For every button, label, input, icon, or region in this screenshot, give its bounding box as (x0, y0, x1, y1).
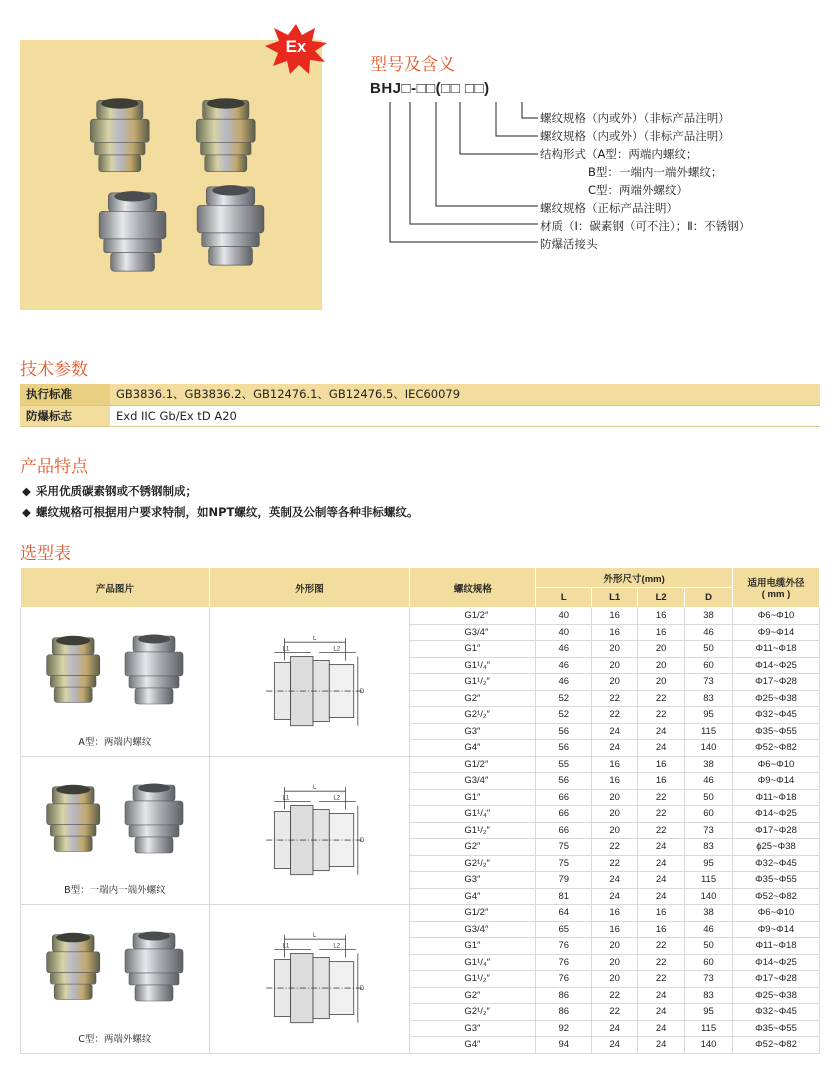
cable-range-cell: Φ6~Φ10 (733, 756, 820, 773)
dim-L-cell: 40 (536, 608, 592, 625)
cable-range-cell: Φ11~Φ18 (733, 938, 820, 955)
dim-L1-cell: 22 (592, 707, 638, 724)
cable-range-cell: Φ14~Φ25 (733, 954, 820, 971)
dim-L-cell: 56 (536, 773, 592, 790)
cable-range-cell: Φ17~Φ28 (733, 971, 820, 988)
dim-D-cell: 140 (685, 740, 733, 757)
dim-L1-cell: 20 (592, 954, 638, 971)
dim-L2-cell: 24 (638, 1020, 685, 1037)
dim-L2-cell: 22 (638, 938, 685, 955)
dim-L-cell: 46 (536, 641, 592, 658)
dim-L2-cell: 24 (638, 740, 685, 757)
dim-D-cell: 50 (685, 641, 733, 658)
dim-D-cell: 73 (685, 971, 733, 988)
thread-cell: G1¹/₂″ (410, 822, 536, 839)
feature-item: ◆ 采用优质碳素钢或不锈钢制成； (22, 484, 197, 498)
dim-D-cell: 83 (685, 839, 733, 856)
dim-D-cell: 83 (685, 690, 733, 707)
dim-D-cell: 38 (685, 905, 733, 922)
dim-D-cell: 60 (685, 954, 733, 971)
dim-L1-cell: 16 (592, 624, 638, 641)
param-value: Exd IIC Gb/Ex tD A20 (110, 405, 820, 426)
thread-cell: G2″ (410, 839, 536, 856)
cable-range-cell: Φ32~Φ45 (733, 707, 820, 724)
dim-L2-cell: 22 (638, 707, 685, 724)
dim-L-cell: 81 (536, 888, 592, 905)
fitting-photo-zinc (39, 632, 115, 708)
thread-cell: G3″ (410, 1020, 536, 1037)
col-header-L: L (536, 588, 592, 608)
dim-L2-cell: 16 (638, 756, 685, 773)
dim-L2-cell: 16 (638, 905, 685, 922)
dim-L2-cell: 22 (638, 971, 685, 988)
cable-range-cell: Φ52~Φ82 (733, 740, 820, 757)
dim-D-cell: 115 (685, 872, 733, 889)
product-photo-cell (21, 608, 210, 757)
dim-L-cell: 66 (536, 806, 592, 823)
dim-D-cell: 60 (685, 657, 733, 674)
dim-D-cell: 115 (685, 723, 733, 740)
dim-D-cell: 73 (685, 674, 733, 691)
thread-cell: G4″ (410, 888, 536, 905)
dim-L2-cell: 16 (638, 624, 685, 641)
dim-L2-cell: 24 (638, 987, 685, 1004)
dim-L-cell: 86 (536, 1004, 592, 1021)
dim-L-cell: 46 (536, 657, 592, 674)
dim-L-cell: 66 (536, 789, 592, 806)
model-line-6: 螺纹规格（正标产品注明） (540, 201, 678, 215)
model-line-1: 螺纹规格（内或外）（非标产品注明） (540, 111, 730, 125)
dim-L-cell: 56 (536, 723, 592, 740)
col-header-photo: 产品图片 (21, 568, 210, 608)
fitting-photo-steel (117, 630, 197, 710)
ex-badge-text: Ex (285, 37, 307, 56)
dim-L1-cell: 16 (592, 905, 638, 922)
dim-L-cell: 75 (536, 839, 592, 856)
dim-D-cell: 95 (685, 855, 733, 872)
dim-L2-cell: 24 (638, 888, 685, 905)
dim-L-cell: 86 (536, 987, 592, 1004)
dim-L-cell: 94 (536, 1037, 592, 1054)
dim-L-cell: 46 (536, 674, 592, 691)
feature-item: ◆ 螺纹规格可根据用户要求特制，如NPT螺纹，英制及公制等各种非标螺纹。 (22, 505, 419, 519)
dim-L1-cell: 20 (592, 657, 638, 674)
outline-drawing (256, 779, 368, 891)
dim-D-cell: 46 (685, 624, 733, 641)
dim-L-cell: 79 (536, 872, 592, 889)
dim-L1-cell: 22 (592, 1004, 638, 1021)
dim-L2-cell: 16 (638, 608, 685, 625)
product-type-caption: A型：两端内螺纹 (78, 736, 152, 748)
dim-L-cell: 56 (536, 740, 592, 757)
cable-range-cell: Φ9~Φ14 (733, 773, 820, 790)
dim-L1-cell: 20 (592, 822, 638, 839)
model-meaning-title: 型号及含义 (370, 55, 455, 75)
outline-drawing (256, 630, 368, 742)
thread-cell: G1″ (410, 641, 536, 658)
table-row (21, 905, 820, 922)
dim-L1-cell: 24 (592, 723, 638, 740)
cable-range-cell: Φ17~Φ28 (733, 674, 820, 691)
model-line-5: C型：两端外螺纹） (588, 183, 689, 197)
cable-range-cell: Φ35~Φ55 (733, 1020, 820, 1037)
cable-range-cell: Φ14~Φ25 (733, 806, 820, 823)
cable-range-cell: Φ32~Φ45 (733, 855, 820, 872)
dim-L-cell: 40 (536, 624, 592, 641)
cable-range-cell: Φ35~Φ55 (733, 723, 820, 740)
cable-range-cell: Φ14~Φ25 (733, 657, 820, 674)
dim-L2-cell: 24 (638, 1004, 685, 1021)
param-row (20, 405, 820, 426)
product-type-caption: B型：一端内一端外螺纹 (64, 885, 166, 896)
thread-cell: G1¹/₂″ (410, 971, 536, 988)
dim-D-cell: 46 (685, 773, 733, 790)
outline-drawing-cell (209, 608, 410, 757)
dim-D-cell: 38 (685, 756, 733, 773)
dim-L-cell: 76 (536, 938, 592, 955)
dim-D-cell: 83 (685, 987, 733, 1004)
dim-L1-cell: 22 (592, 690, 638, 707)
param-key: 防爆标志 (20, 405, 110, 426)
dim-D-cell: 95 (685, 1004, 733, 1021)
dim-L-cell: 64 (536, 905, 592, 922)
dim-D-cell: 115 (685, 1020, 733, 1037)
outline-drawing-cell (209, 905, 410, 1054)
table-row (21, 608, 820, 625)
dim-L2-cell: 24 (638, 723, 685, 740)
fitting-photo-steel (117, 779, 197, 859)
thread-cell: G1¹/₄″ (410, 657, 536, 674)
thread-cell: G4″ (410, 740, 536, 757)
product-photo-cell (21, 756, 210, 905)
dim-L2-cell: 20 (638, 674, 685, 691)
fitting-photo-steel (117, 927, 197, 1007)
cable-range-cell: Φ32~Φ45 (733, 1004, 820, 1021)
diamond-bullet-icon: ◆ (22, 505, 31, 519)
cable-range-cell: Φ9~Φ14 (733, 921, 820, 938)
selection-title: 选型表 (20, 544, 71, 564)
dim-L-cell: 92 (536, 1020, 592, 1037)
col-header-D: D (685, 588, 733, 608)
col-header-L2: L2 (638, 588, 685, 608)
dim-L1-cell: 20 (592, 789, 638, 806)
cable-range-cell: Φ52~Φ82 (733, 888, 820, 905)
ex-badge (265, 24, 327, 74)
dim-L1-cell: 16 (592, 756, 638, 773)
dim-L1-cell: 24 (592, 888, 638, 905)
cable-range-cell: Φ52~Φ82 (733, 1037, 820, 1054)
dim-L-cell: 76 (536, 954, 592, 971)
dim-D-cell: 95 (685, 707, 733, 724)
dim-L1-cell: 24 (592, 872, 638, 889)
dim-D-cell: 140 (685, 1037, 733, 1054)
dim-L2-cell: 24 (638, 872, 685, 889)
dim-L2-cell: 16 (638, 921, 685, 938)
dim-L-cell: 75 (536, 855, 592, 872)
outline-drawing-cell (209, 756, 410, 905)
thread-cell: G3″ (410, 723, 536, 740)
dim-L1-cell: 20 (592, 674, 638, 691)
cable-range-cell: ϕ25~Φ38 (733, 839, 820, 856)
col-header-dims: 外形尺寸(mm) (536, 568, 733, 588)
cable-range-cell: Φ6~Φ10 (733, 608, 820, 625)
dim-D-cell: 46 (685, 921, 733, 938)
fitting-photo-zinc (39, 929, 115, 1005)
thread-cell: G1¹/₄″ (410, 806, 536, 823)
thread-cell: G4″ (410, 1037, 536, 1054)
dim-L2-cell: 24 (638, 855, 685, 872)
dim-L1-cell: 24 (592, 740, 638, 757)
param-row (20, 384, 820, 405)
thread-cell: G1¹/₂″ (410, 674, 536, 691)
cable-range-cell: Φ6~Φ10 (733, 905, 820, 922)
dim-L1-cell: 22 (592, 855, 638, 872)
dim-L-cell: 55 (536, 756, 592, 773)
model-line-2: 螺纹规格（内或外）（非标产品注明） (540, 129, 730, 143)
model-line-4: B型：一端内一端外螺纹； (588, 165, 723, 179)
dim-L2-cell: 22 (638, 822, 685, 839)
cable-range-cell: Φ9~Φ14 (733, 624, 820, 641)
cable-range-cell: Φ35~Φ55 (733, 872, 820, 889)
dim-L2-cell: 20 (638, 657, 685, 674)
product-photo-panel (20, 40, 322, 310)
col-header-L1: L1 (592, 588, 638, 608)
thread-cell: G3/4″ (410, 921, 536, 938)
cable-range-cell: Φ25~Φ38 (733, 987, 820, 1004)
dim-L1-cell: 20 (592, 938, 638, 955)
dim-L2-cell: 22 (638, 690, 685, 707)
thread-cell: G2″ (410, 690, 536, 707)
model-line-3: 结构形式（A型：两端内螺纹； (540, 147, 698, 161)
cable-range-cell: Φ11~Φ18 (733, 641, 820, 658)
tech-params-table (20, 384, 820, 427)
fitting-photo-zinc (39, 781, 115, 857)
dim-L1-cell: 24 (592, 1037, 638, 1054)
dim-L2-cell: 22 (638, 954, 685, 971)
model-line-7: 材质（Ⅰ：碳素钢（可不注）；Ⅱ：不锈钢） (540, 219, 751, 233)
dim-L-cell: 76 (536, 971, 592, 988)
thread-cell: G3/4″ (410, 773, 536, 790)
dim-L2-cell: 22 (638, 789, 685, 806)
dim-D-cell: 140 (685, 888, 733, 905)
dim-L-cell: 52 (536, 707, 592, 724)
cable-range-cell: Φ17~Φ28 (733, 822, 820, 839)
dim-D-cell: 50 (685, 938, 733, 955)
dim-L1-cell: 20 (592, 641, 638, 658)
thread-cell: G2″ (410, 987, 536, 1004)
thread-cell: G1″ (410, 938, 536, 955)
col-header-thread: 螺纹规格 (410, 568, 536, 608)
fitting-photo-steel-2 (188, 180, 280, 272)
thread-cell: G1″ (410, 789, 536, 806)
model-code: BHJ□-□□(□□ □□) (370, 80, 490, 97)
dim-L1-cell: 24 (592, 1020, 638, 1037)
dim-L-cell: 66 (536, 822, 592, 839)
dim-L1-cell: 16 (592, 921, 638, 938)
product-photo-cell (21, 905, 210, 1054)
dim-D-cell: 50 (685, 789, 733, 806)
product-type-caption: C型：两端外螺纹 (78, 1033, 152, 1045)
thread-cell: G2¹/₂″ (410, 1004, 536, 1021)
thread-cell: G3″ (410, 872, 536, 889)
thread-cell: G1/2″ (410, 905, 536, 922)
model-line-8: 防爆活接头 (540, 237, 598, 251)
dim-D-cell: 38 (685, 608, 733, 625)
dim-L1-cell: 16 (592, 608, 638, 625)
dim-L2-cell: 24 (638, 1037, 685, 1054)
diamond-bullet-icon: ◆ (22, 484, 31, 498)
dim-L1-cell: 20 (592, 971, 638, 988)
dim-L1-cell: 22 (592, 987, 638, 1004)
cable-range-cell: Φ25~Φ38 (733, 690, 820, 707)
dim-L1-cell: 20 (592, 806, 638, 823)
thread-cell: G1/2″ (410, 756, 536, 773)
dim-D-cell: 73 (685, 822, 733, 839)
fitting-photo-steel-1 (90, 186, 182, 278)
tech-params-title: 技术参数 (20, 360, 88, 380)
thread-cell: G3/4″ (410, 624, 536, 641)
dim-D-cell: 60 (685, 806, 733, 823)
col-header-drawing: 外形图 (209, 568, 410, 608)
thread-cell: G2¹/₂″ (410, 707, 536, 724)
dim-L-cell: 65 (536, 921, 592, 938)
col-header-cable: 适用电缆外径 ( mm ) (733, 568, 820, 608)
dim-L2-cell: 20 (638, 641, 685, 658)
fitting-photo-zinc-2 (188, 94, 272, 178)
param-key: 执行标准 (20, 384, 110, 405)
dim-L2-cell: 22 (638, 806, 685, 823)
thread-cell: G2¹/₂″ (410, 855, 536, 872)
dim-L2-cell: 16 (638, 773, 685, 790)
outline-drawing (256, 927, 368, 1039)
cable-range-cell: Φ11~Φ18 (733, 789, 820, 806)
selection-table (20, 567, 820, 1054)
fitting-photo-zinc-1 (82, 94, 166, 178)
param-value: GB3836.1、GB3836.2、GB12476.1、GB12476.5、IEC60079 (110, 384, 820, 405)
features-title: 产品特点 (20, 457, 88, 477)
dim-L1-cell: 16 (592, 773, 638, 790)
dim-L-cell: 52 (536, 690, 592, 707)
table-row (21, 756, 820, 773)
thread-cell: G1¹/₄″ (410, 954, 536, 971)
thread-cell: G1/2″ (410, 608, 536, 625)
dim-L2-cell: 24 (638, 839, 685, 856)
dim-L1-cell: 22 (592, 839, 638, 856)
